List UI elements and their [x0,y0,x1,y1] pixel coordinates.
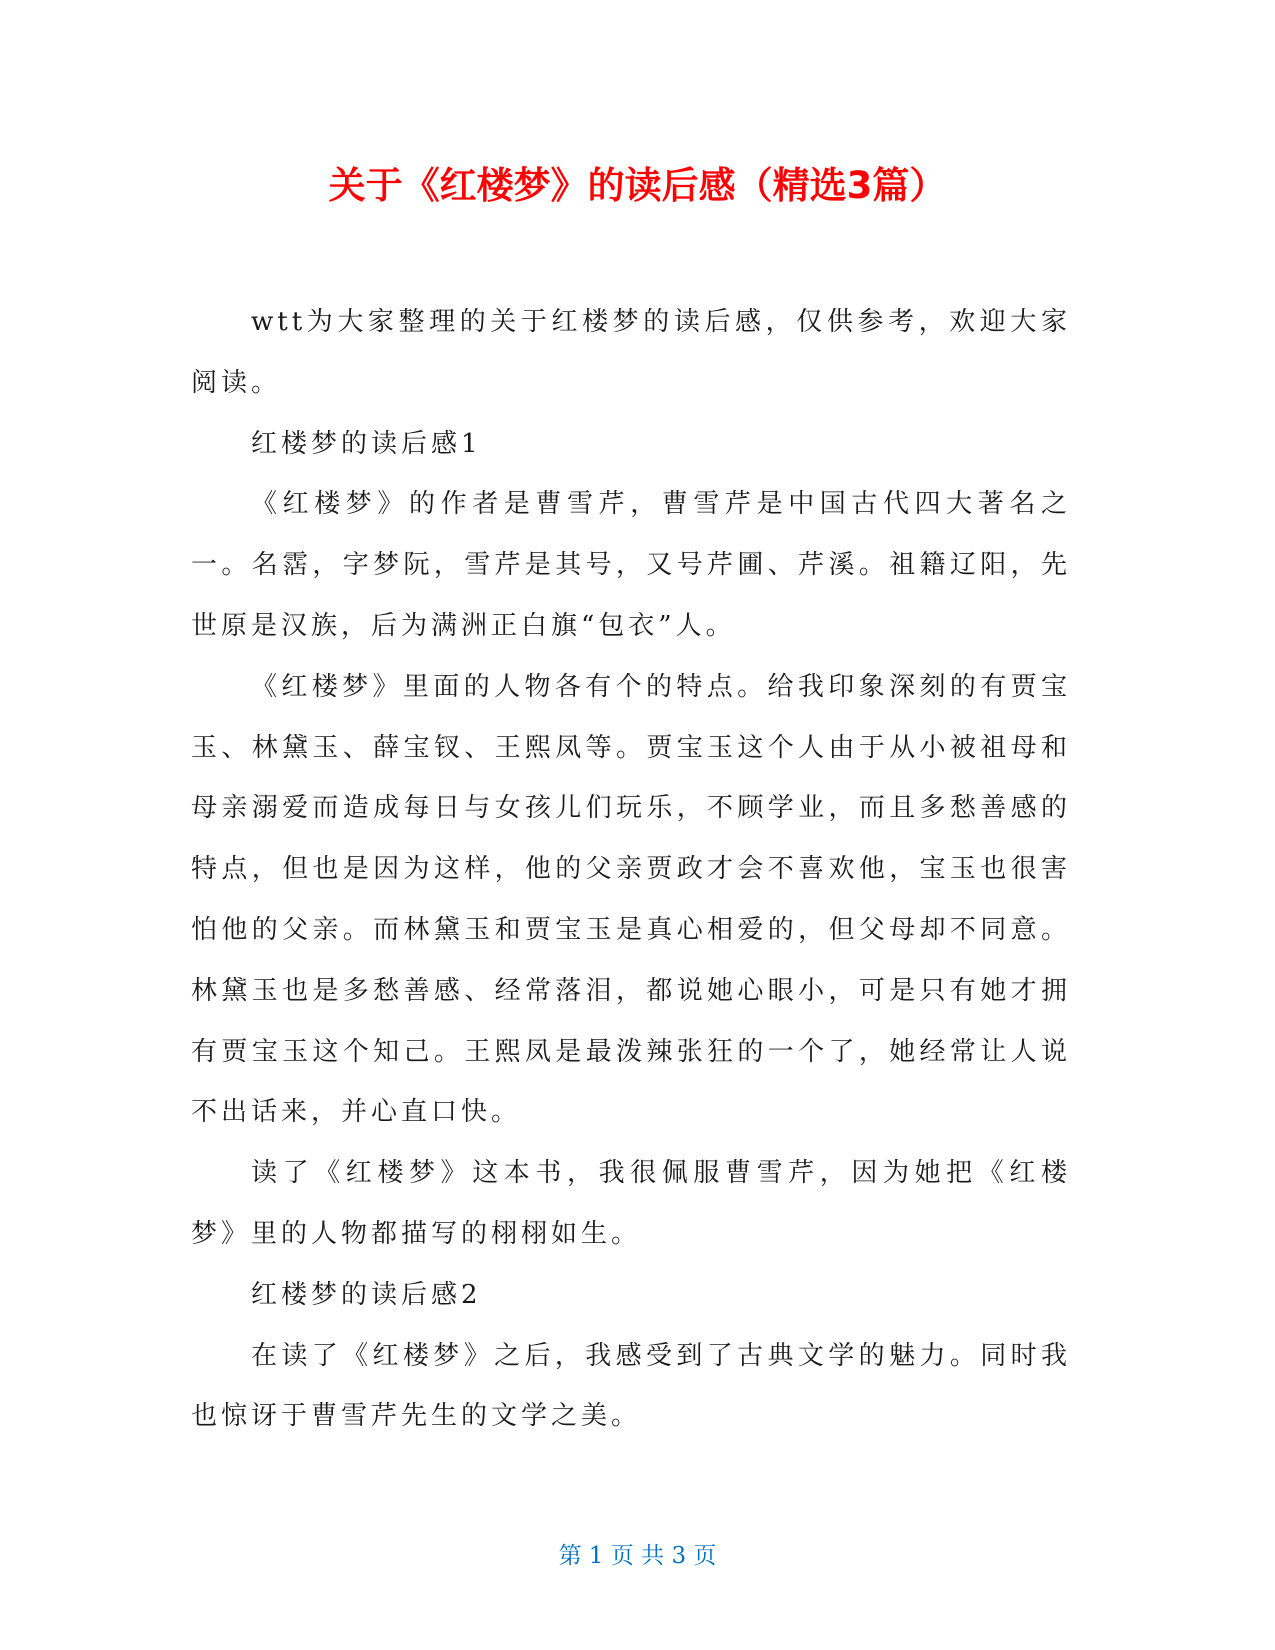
footer-suffix: 页 [693,1543,717,1569]
document-title: 关于《红楼梦》的读后感（精选3篇） [328,164,947,207]
footer-middle: 页 共 [610,1543,665,1569]
body-paragraph: 读了《红楼梦》这本书，我很佩服曹雪芹，因为她把《红楼梦》里的人物都描写的栩栩如生。 [191,1158,1071,1249]
intro-paragraph: wtt为大家整理的关于红楼梦的读后感，仅供参考，欢迎大家阅读。 [191,307,1071,398]
body-paragraph: 《红楼梦》里面的人物各有个的特点。给我印象深刻的有贾宝玉、林黛玉、薛宝钗、王熙凤等。贾宝玉这个人由于从小被祖母和母亲溺爱而造成每日与女孩儿们玩乐，不顾学业，而且多愁善感的特点，但也是因为这样，他的父亲贾政才会不喜欢他，宝玉也很害怕他的父亲。而林黛玉和贾宝玉是真心相爱的，但父母却不同意。林黛玉也是多愁善感、经常落泪，都说她心眼小，可是只有她才拥有贾宝玉这个知己。王熙凤是最泼辣张狂的一个了，她经常让人说不出话来，并心直口快。 [191,671,1071,1128]
section-heading-1: 红楼梦的读后感1 [251,428,482,459]
document-body [191,292,1071,1447]
section-heading-2: 红楼梦的读后感2 [251,1279,482,1310]
footer-current-page: 1 [588,1543,604,1569]
footer-prefix: 第 [558,1543,582,1569]
page-number-footer [0,1540,1275,1572]
footer-total-pages: 3 [671,1543,687,1569]
body-paragraph: 《红楼梦》的作者是曹雪芹，曹雪芹是中国古代四大著名之一。名霑，字梦阮，雪芹是其号，又号芹圃、芹溪。祖籍辽阳，先世原是汉族，后为满洲正白旗“包衣”人。 [191,489,1071,641]
body-paragraph: 在读了《红楼梦》之后，我感受到了古典文学的魅力。同时我也惊讶于曹雪芹先生的文学之美。 [191,1340,1071,1432]
